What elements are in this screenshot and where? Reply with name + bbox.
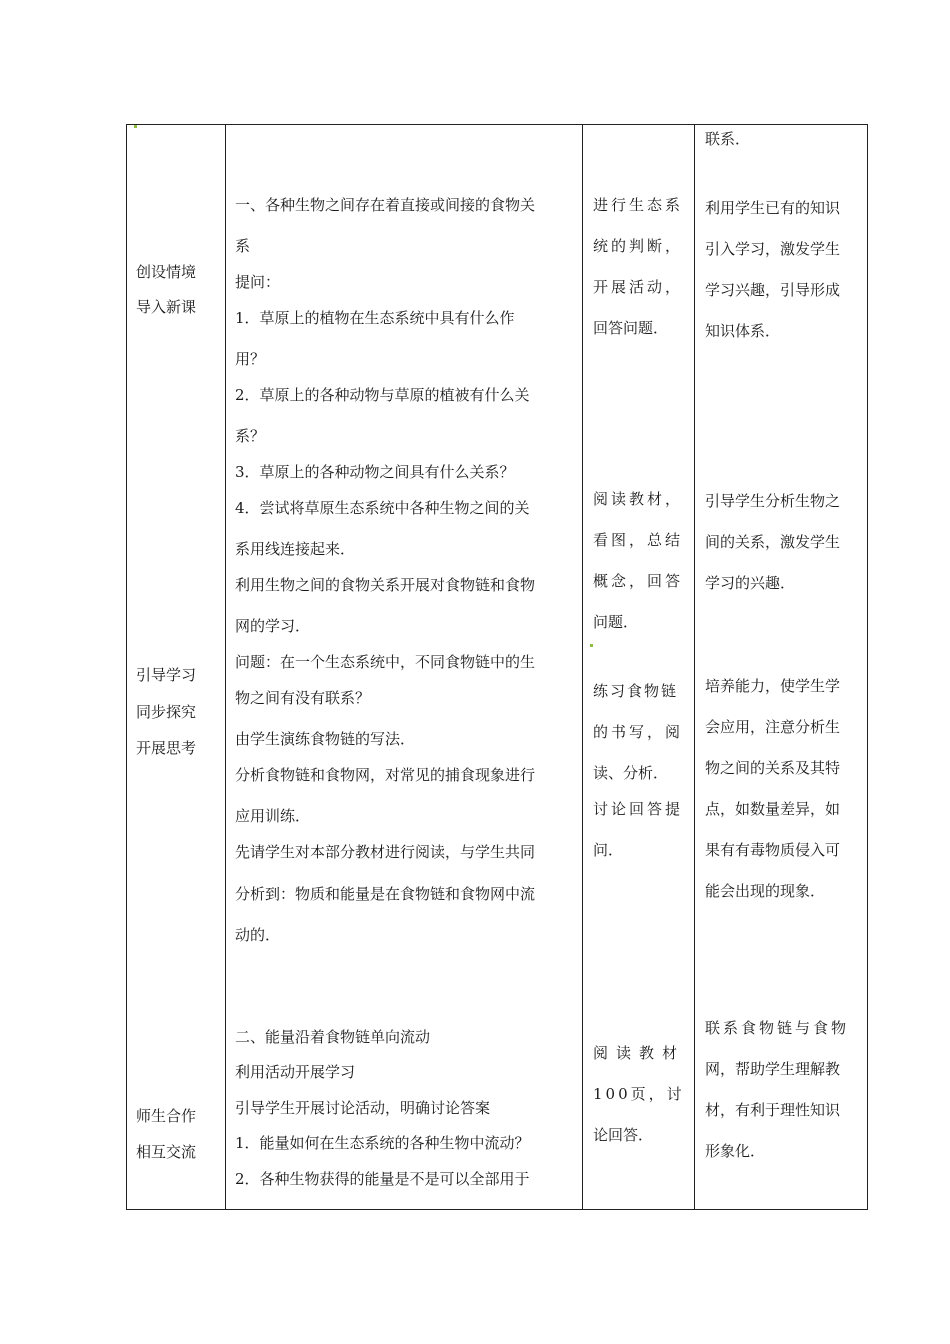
stage-label: 引导学习 bbox=[136, 666, 197, 684]
content-line: 一、各种生物之间存在着直接或间接的食物关 bbox=[235, 196, 536, 214]
intent-line: 联系． bbox=[705, 130, 751, 148]
activity-line: 讨论回答提 bbox=[593, 800, 684, 818]
scan-mark bbox=[134, 125, 137, 128]
content-line: 利用活动开展学习 bbox=[235, 1063, 356, 1081]
content-line: 应用训练． bbox=[235, 807, 311, 825]
intent-line: 知识体系． bbox=[705, 322, 781, 340]
content-line: 二、能量沿着食物链单向流动 bbox=[235, 1028, 431, 1046]
activity-line: 读、分析． bbox=[593, 764, 669, 782]
content-line: 用？ bbox=[235, 350, 266, 368]
content-line: 物之间有没有联系？ bbox=[235, 689, 371, 707]
activity-line: 的书写，阅 bbox=[593, 723, 684, 741]
content-line: 分析到：物质和能量是在食物链和食物网中流 bbox=[235, 885, 536, 903]
stage-label: 创设情境 bbox=[136, 263, 197, 281]
content-line: 引导学生开展讨论活动，明确讨论答案 bbox=[235, 1099, 491, 1117]
activity-line: 回答问题． bbox=[593, 319, 669, 337]
content-line: 问题：在一个生态系统中，不同食物链中的生 bbox=[235, 653, 536, 671]
intent-line: 网，帮助学生理解教 bbox=[705, 1060, 841, 1078]
intent-line: 引导学生分析生物之 bbox=[705, 492, 841, 510]
intent-line: 学习的兴趣． bbox=[705, 574, 796, 592]
intent-line: 点，如数量差异，如 bbox=[705, 800, 841, 818]
activity-line: 看图，总结 bbox=[593, 531, 684, 549]
column-divider-2 bbox=[582, 124, 583, 1210]
activity-line: 100页，讨 bbox=[593, 1085, 685, 1103]
intent-line: 会应用，注意分析生 bbox=[705, 718, 841, 736]
column-divider-3 bbox=[694, 124, 695, 1210]
activity-line: 问题． bbox=[593, 613, 639, 631]
content-line: 3．草原上的各种动物之间具有什么关系？ bbox=[235, 463, 515, 481]
content-line: 网的学习． bbox=[235, 617, 311, 635]
intent-line: 材，有利于理性知识 bbox=[705, 1101, 841, 1119]
stage-label: 相互交流 bbox=[136, 1143, 197, 1161]
activity-line: 统的判断， bbox=[593, 237, 684, 255]
stage-label: 同步探究 bbox=[136, 703, 197, 721]
content-line: 动的． bbox=[235, 926, 281, 944]
intent-line: 间的关系，激发学生 bbox=[705, 533, 841, 551]
content-line: 1．能量如何在生态系统的各种生物中流动？ bbox=[235, 1134, 530, 1152]
content-line: 提问： bbox=[235, 273, 281, 291]
activity-line: 问． bbox=[593, 841, 624, 859]
intent-line: 利用学生已有的知识 bbox=[705, 199, 841, 217]
activity-line: 阅读教材 bbox=[593, 1044, 686, 1062]
content-line: 系用线连接起来． bbox=[235, 540, 356, 558]
table-border-left bbox=[126, 124, 127, 1210]
activity-line: 进行生态系 bbox=[593, 196, 684, 214]
activity-line: 论回答． bbox=[593, 1126, 654, 1144]
content-line: 1．草原上的植物在生态系统中具有什么作 bbox=[235, 309, 515, 327]
intent-line: 联系食物链与食物 bbox=[705, 1019, 850, 1037]
column-divider-1 bbox=[225, 124, 226, 1210]
content-line: 先请学生对本部分教材进行阅读，与学生共同 bbox=[235, 843, 536, 861]
intent-line: 能会出现的现象． bbox=[705, 882, 826, 900]
content-line: 分析食物链和食物网，对常见的捕食现象进行 bbox=[235, 766, 536, 784]
intent-line: 引入学习，激发学生 bbox=[705, 240, 841, 258]
intent-line: 果有有毒物质侵入可 bbox=[705, 841, 841, 859]
activity-line: 练习食物链 bbox=[593, 682, 679, 700]
content-line: 系？ bbox=[235, 427, 266, 445]
content-line: 由学生演练食物链的写法． bbox=[235, 730, 416, 748]
content-line: 2．草原上的各种动物与草原的植被有什么关 bbox=[235, 386, 530, 404]
content-line: 2．各种生物获得的能量是不是可以全部用于 bbox=[235, 1170, 530, 1188]
intent-line: 形象化． bbox=[705, 1142, 766, 1160]
content-line: 系 bbox=[235, 237, 251, 255]
intent-line: 物之间的关系及其特 bbox=[705, 759, 841, 777]
intent-line: 培养能力，使学生学 bbox=[705, 677, 841, 695]
table-border-top bbox=[126, 124, 868, 125]
activity-line: 开展活动， bbox=[593, 278, 684, 296]
intent-line: 学习兴趣，引导形成 bbox=[705, 281, 841, 299]
activity-line: 阅读教材， bbox=[593, 490, 684, 508]
stage-label: 导入新课 bbox=[136, 298, 197, 316]
stage-label: 开展思考 bbox=[136, 739, 197, 757]
activity-line: 概念，回答 bbox=[593, 572, 684, 590]
scan-mark bbox=[590, 644, 593, 647]
content-line: 4．尝试将草原生态系统中各种生物之间的关 bbox=[235, 499, 530, 517]
table-border-bottom bbox=[126, 1209, 868, 1210]
stage-label: 师生合作 bbox=[136, 1107, 197, 1125]
table-border-right bbox=[867, 124, 868, 1210]
content-line: 利用生物之间的食物关系开展对食物链和食物 bbox=[235, 576, 536, 594]
